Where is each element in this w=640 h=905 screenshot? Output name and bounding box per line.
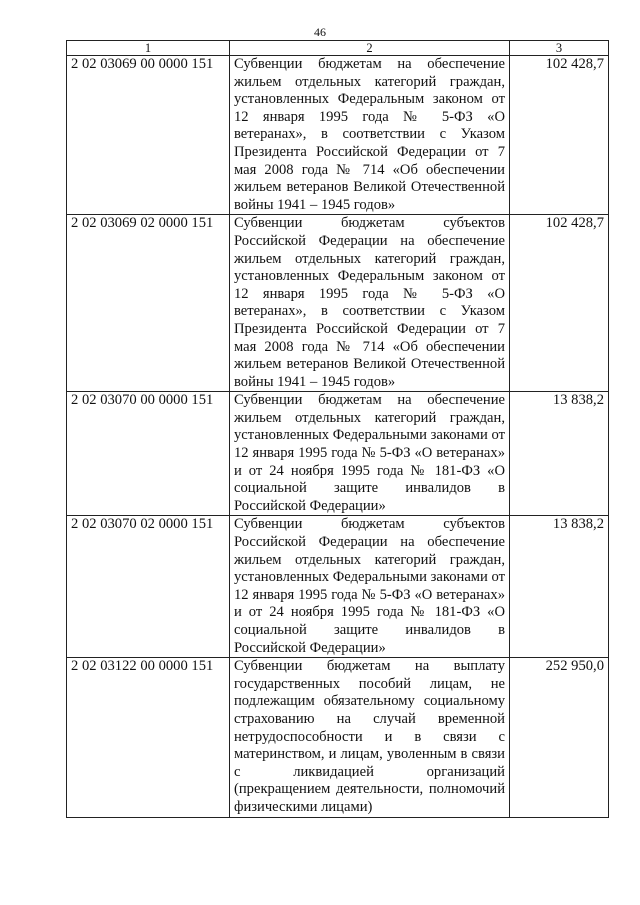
classification-code: 2 02 03069 00 0000 151 (67, 56, 230, 215)
page-number: 46 (314, 25, 326, 39)
revenue-description: Субвенции бюджетам субъектов Российской Федерации на обеспечение жильем отдельных категорий граждан, установленных Федеральными законами от 12 января 1995 года № 5-ФЗ «О ветеранах» и от 24 ноября 1995 года № 181-ФЗ «О социальной защите инвалидов в Российской Федерации» (230, 516, 510, 658)
classification-code: 2 02 03122 00 0000 151 (67, 658, 230, 817)
revenue-description: Субвенции бюджетам на обеспечение жильем отдельных категорий граждан, установленных Федеральным законом от 12 января 1995 года № 5-ФЗ «О ветеранах», в соответствии с Указом Президента Российской Федерации от 7 мая 2008 года № 714 «Об обеспечении жильем ветеранов Великой Отечественной войны 1941 – 1945 годов» (230, 56, 510, 215)
header-row (67, 41, 609, 56)
table-row (67, 215, 609, 392)
classification-code: 2 02 03070 02 0000 151 (67, 516, 230, 658)
column-header-description: 2 (230, 41, 510, 56)
table-row (67, 658, 609, 817)
table-header (67, 41, 609, 56)
classification-code: 2 02 03070 00 0000 151 (67, 392, 230, 516)
amount: 252 950,0 (510, 658, 609, 817)
column-header-code: 1 (67, 41, 230, 56)
amount: 102 428,7 (510, 56, 609, 215)
amount: 13 838,2 (510, 392, 609, 516)
table-row (67, 392, 609, 516)
amount: 102 428,7 (510, 215, 609, 392)
revenue-description: Субвенции бюджетам на выплату государственных пособий лицам, не подлежащим обязательному социальному страхованию на случай временной нетрудоспособности и в связи с материнством, и лицам, уволенным в связи с ликвидацией организаций (прекращением деятельности, полномочий физическими лицами) (230, 658, 510, 817)
amount: 13 838,2 (510, 516, 609, 658)
revenue-description: Субвенции бюджетам на обеспечение жильем отдельных категорий граждан, установленных Федеральными законами от 12 января 1995 года № 5-ФЗ «О ветеранах» и от 24 ноября 1995 года № 181-ФЗ «О социальной защите инвалидов в Российской Федерации» (230, 392, 510, 516)
table-row (67, 56, 609, 215)
column-header-amount: 3 (510, 41, 609, 56)
revenue-description: Субвенции бюджетам субъектов Российской Федерации на обеспечение жильем отдельных категорий граждан, установленных Федеральным законом от 12 января 1995 года № 5-ФЗ «О ветеранах», в соответствии с Указом Президента Российской Федерации от 7 мая 2008 года № 714 «Об обеспечении жильем ветеранов Великой Отечественной войны 1941 – 1945 годов» (230, 215, 510, 392)
budget-table (66, 40, 609, 818)
classification-code: 2 02 03069 02 0000 151 (67, 215, 230, 392)
table-row (67, 516, 609, 658)
table-body (67, 56, 609, 818)
